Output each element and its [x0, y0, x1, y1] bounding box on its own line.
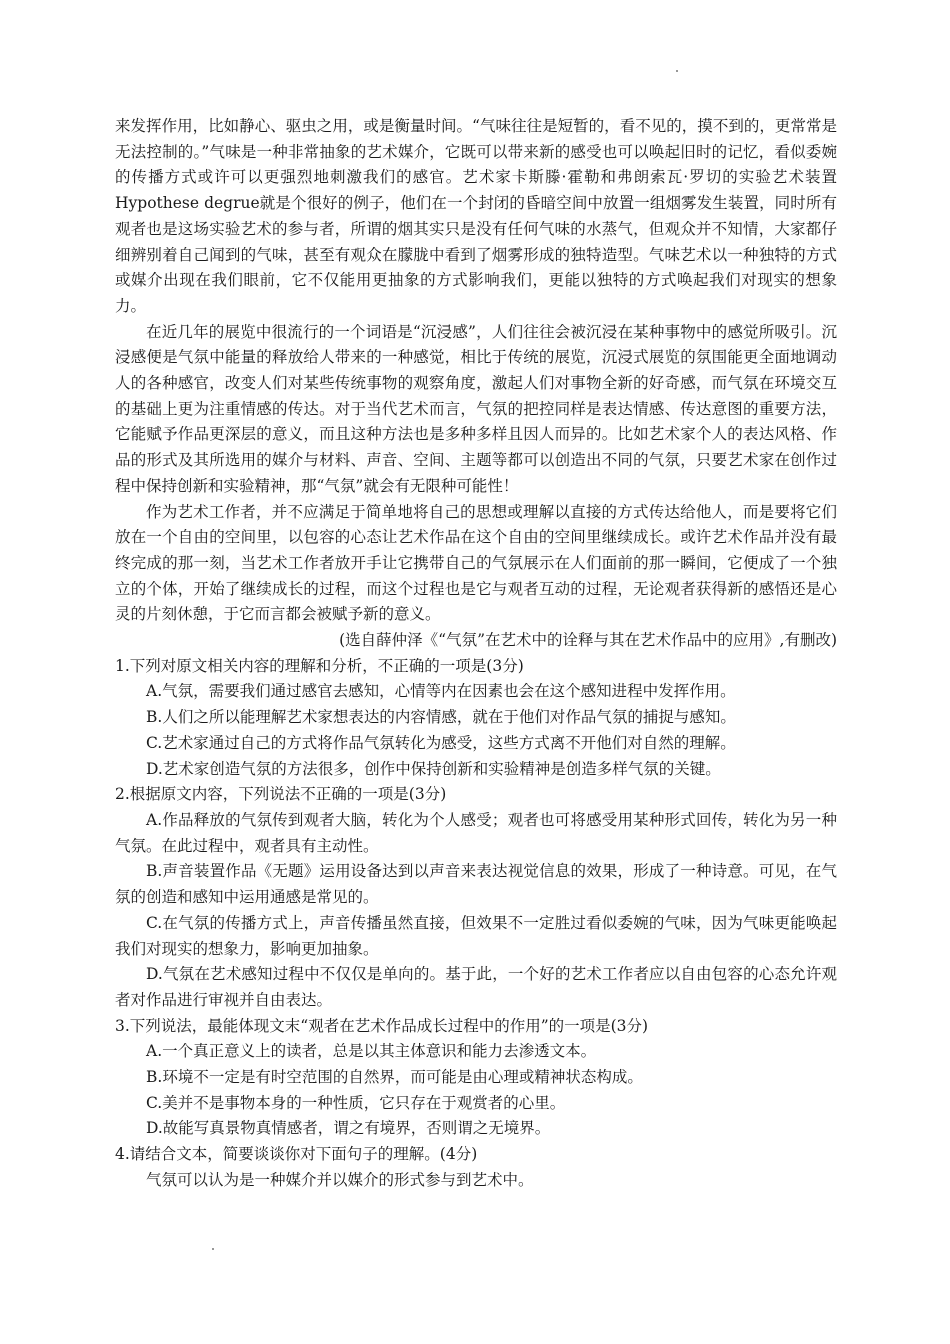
question-stem: 2.根据原文内容，下列说法不正确的一项是(3分): [115, 785, 447, 804]
question-option: C.在气氛的传播方式上，声音传播虽然直接，但效果不一定胜过看似委婉的气味，因为气味更能唤起我们对现实的想象力，影响更加抽象。: [115, 913, 837, 958]
question-option: B.人们之所以能理解艺术家想表达的内容情感，就在于他们对作品气氛的捕捉与感知。: [146, 708, 736, 727]
question-quote: 气氛可以认为是一种媒介并以媒介的形式参与到艺术中。: [146, 1170, 534, 1189]
question-option: D.气氛在艺术感知过程中不仅仅是单向的。基于此，一个好的艺术工作者应以自由包容的心态允许观者对作品进行审视并自由表达。: [115, 965, 837, 1009]
scan-speck: [676, 70, 678, 72]
document-body: [115, 114, 837, 1194]
question-option: D.艺术家创造气氛的方法很多，创作中保持创新和实验精神是创造多样气氛的关键。: [146, 759, 721, 778]
passage-paragraph-3: 作为艺术工作者，并不应满足于简单地将自己的思想或理解以直接的方式传达给他人，而是要将它们放在一个自由的空间里，以包容的心态让艺术作品在这个自由的空间里继续成长。或许艺术作品并没有最终完成的那一刻，当艺术工作者放开手让它携带自己的气氛展示在人们面前的那一瞬间，它便成了一个独立的个体，开始了继续成长的过程，而这个过程也是它与观者互动的过程，无论观者获得新的感悟还是心灵的片刻休憩，于它而言都会被赋予新的意义。: [115, 502, 837, 624]
question-option: B.环境不一定是有时空范围的自然界，而可能是由心理或精神状态构成。: [146, 1068, 643, 1087]
passage-paragraph-2: 在近几年的展览中很流行的一个词语是“沉浸感”，人们往往会被沉浸在某种事物中的感觉所吸引。沉浸感便是气氛中能量的释放给人带来的一种感觉，相比于传统的展览，沉浸式展览的氛围能更全面地调动人的各种感官，改变人们对某些传统事物的观察角度，激起人们对事物全新的好奇感，而气氛在环境交互的基础上更为注重情感的传达。对于当代艺术而言，气氛的把控同样是表达情感、传达意图的重要方法，它能赋予作品更深层的意义，而且这种方法也是多种多样且因人而异的。比如艺术家个人的表达风格、作品的形式及其所选用的媒介与材料、声音、空间、主题等都可以创造出不同的气氛，只要艺术家在创作过程中保持创新和实验精神，那“气氛”就会有无限种可能性！: [115, 322, 837, 495]
question-option: B.声音装置作品《无题》运用设备达到以声音来表达视觉信息的效果，形成了一种诗意。可见，在气氛的创造和感知中运用通感是常见的。: [115, 862, 837, 907]
question-option: D.故能写真景物真情感者，谓之有境界，否则谓之无境界。: [146, 1119, 551, 1138]
question-stem: 3.下列说法，最能体现文末“观者在艺术作品成长过程中的作用”的一项是(3分): [115, 1016, 649, 1035]
question-3: [115, 1014, 837, 1143]
question-option: C.艺术家通过自己的方式将作品气氛转化为感受，这些方式离不开他们对自然的理解。: [146, 733, 736, 752]
passage-paragraph-1: 来发挥作用，比如静心、驱虫之用，或是衡量时间。“气味往往是短暂的，看不见的，摸不到的，更常常是无法控制的。”气味是一种非常抽象的艺术媒介，它既可以带来新的感受也可以唤起旧时的记忆，看似委婉的传播方式或许可以更强烈地刺激我们的感官。艺术家卡斯滕·霍勒和弗朗索瓦·罗切的实验艺术装置Hypothese degrue就是个很好的例子，他们在一个封闭的昏暗空间中放置一组烟雾发生装置，同时所有观者也是这场实验艺术的参与者，所谓的烟其实只是没有任何气味的水蒸气，但观众并不知情，大家都仔细辨别着自己闻到的气味，甚至有观众在朦胧中看到了烟雾形成的独特造型。气味艺术以一种独特的方式或媒介出现在我们眼前，它不仅能用更抽象的方式影响我们，更能以独特的方式唤起我们对现实的想象力。: [115, 117, 837, 315]
question-option: C.美并不是事物本身的一种性质，它只存在于观赏者的心里。: [146, 1093, 566, 1112]
question-1: [115, 654, 837, 783]
question-2: [115, 782, 837, 1013]
passage-source: (选自薛仲泽《“气氛”在艺术中的诠释与其在艺术作品中的应用》,有删改): [339, 631, 837, 650]
question-option: A.一个真正意义上的读者，总是以其主体意识和能力去渗透文本。: [146, 1042, 597, 1061]
question-stem: 1.下列对原文相关内容的理解和分析，不正确的一项是(3分): [115, 656, 524, 675]
question-4: [115, 1142, 837, 1193]
scan-speck: [212, 1248, 214, 1250]
question-option: A.作品释放的气氛传到观者大脑，转化为个人感受；观者也可将感受用某种形式回传，转化为另一种气氛。在此过程中，观者具有主动性。: [115, 810, 837, 855]
question-option: A.气氛，需要我们通过感官去感知，心情等内在因素也会在这个感知进程中发挥作用。: [146, 682, 736, 701]
question-stem: 4.请结合文本，简要谈谈你对下面句子的理解。(4分): [115, 1145, 478, 1164]
